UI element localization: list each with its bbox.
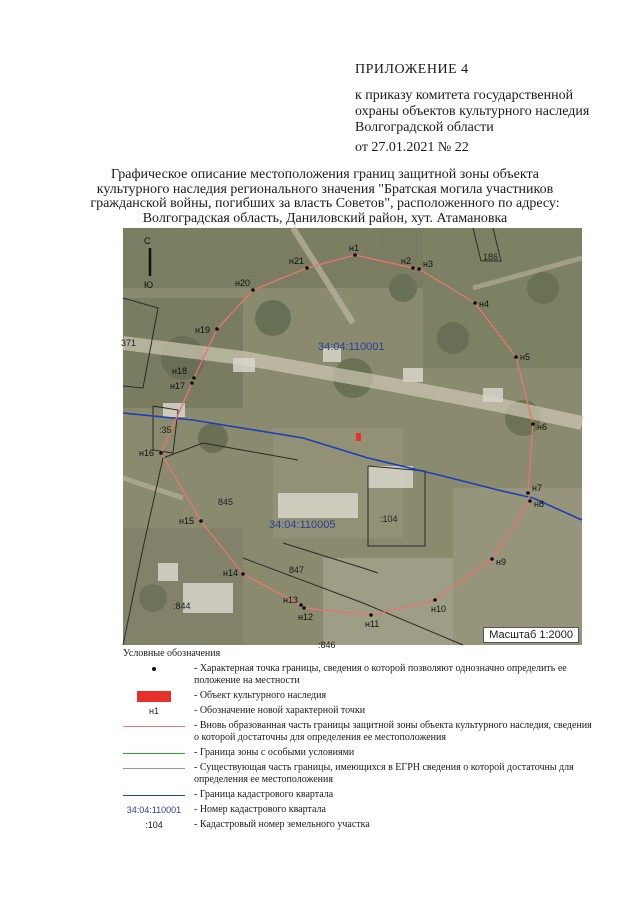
boundary-point-н4[interactable] bbox=[473, 301, 477, 305]
boundary-point-н21[interactable] bbox=[305, 266, 309, 270]
boundary-point-label: н8 bbox=[534, 499, 544, 509]
order-date: от 27.01.2021 № 22 bbox=[355, 140, 469, 155]
boundary-point-label: н15 bbox=[179, 516, 194, 526]
boundary-point-label: н14 bbox=[223, 568, 238, 578]
legend-item bbox=[123, 747, 593, 759]
boundary-point-label: н16 bbox=[139, 448, 154, 458]
legend-item bbox=[123, 690, 593, 702]
boundary-point-н18[interactable] bbox=[192, 376, 196, 380]
boundary-point-н3[interactable] bbox=[417, 267, 421, 271]
boundary-point-н14[interactable] bbox=[241, 572, 245, 576]
boundary-point-н1[interactable] bbox=[353, 253, 357, 257]
legend-text: - Граница зоны с особыми условиями bbox=[194, 747, 355, 758]
parcel-label: 371 bbox=[121, 338, 137, 348]
parcel-label: :104 bbox=[380, 514, 398, 524]
legend-item bbox=[123, 789, 593, 801]
document-title: Графическое описание местоположения границ защитной зоны объекта культурного наследия регионального значения "Братская могила участников гражданской войны, погибших за власть Советов", расположенного по адресу: Волгоградская область, Даниловский район, хут. Атамановка bbox=[90, 167, 560, 226]
special-zone-line-icon bbox=[123, 747, 185, 759]
map-canvas bbox=[121, 228, 582, 650]
boundary-point-label: н18 bbox=[172, 366, 187, 376]
parcel-label: 186 bbox=[483, 252, 499, 262]
boundary-point-label: н21 bbox=[289, 256, 304, 266]
boundary-point-label: н6 bbox=[537, 422, 547, 432]
parcel-label: :844 bbox=[173, 601, 191, 611]
legend-text: - Кадастровый номер земельного участка bbox=[194, 819, 370, 830]
boundary-point-label: н9 bbox=[496, 557, 506, 567]
cultural-heritage-object[interactable] bbox=[356, 433, 361, 441]
boundary-point-label: н10 bbox=[431, 604, 446, 614]
boundary-point-label: н11 bbox=[365, 619, 380, 629]
boundary-point-label: н13 bbox=[283, 595, 298, 605]
boundary-point-н7[interactable] bbox=[526, 491, 530, 495]
boundary-point-label: н12 bbox=[298, 612, 313, 622]
appendix-title: ПРИЛОЖЕНИЕ 4 bbox=[355, 62, 469, 77]
point-label-sample: н1 bbox=[149, 706, 159, 716]
legend-text: - Объект культурного наследия bbox=[194, 690, 327, 701]
legend-text: - Обозначение новой характерной точки bbox=[194, 705, 366, 716]
boundary-point-label: н20 bbox=[235, 278, 250, 288]
boundary-point-label: н7 bbox=[532, 483, 542, 493]
existing-line-icon bbox=[123, 762, 185, 774]
boundary-point-н6[interactable] bbox=[531, 422, 535, 426]
boundary-point-label: н19 bbox=[195, 325, 210, 335]
legend-item bbox=[123, 705, 593, 717]
boundary-point-н17[interactable] bbox=[190, 381, 194, 385]
boundary-point-label: н1 bbox=[349, 243, 359, 253]
legend-text: - Вновь образованная часть границы защитной зоны объекта культурного наследия, сведения о которой достаточны для определения ее местоположения bbox=[194, 720, 592, 743]
boundary-point-н15[interactable] bbox=[199, 519, 203, 523]
boundary-point-label: н2 bbox=[401, 256, 411, 266]
legend-item bbox=[123, 762, 593, 786]
parcel-number-sample: :104 bbox=[145, 820, 163, 830]
legend-item bbox=[123, 720, 593, 744]
boundary-point-icon bbox=[123, 663, 185, 675]
boundary-point-н12[interactable] bbox=[302, 606, 306, 610]
quarter-label-110005: 34:04:110005 bbox=[269, 519, 336, 531]
parcel-label: :846 bbox=[318, 640, 336, 650]
legend-item bbox=[123, 819, 593, 831]
boundary-point-label: н3 bbox=[423, 259, 433, 269]
legend-item bbox=[123, 663, 593, 687]
boundary-point-label: н4 bbox=[479, 299, 489, 309]
order-reference: к приказу комитета государственной охраны объектов культурного наследия Волгоградской области bbox=[355, 88, 590, 135]
parcel-label: :35 bbox=[159, 425, 172, 435]
compass-south: Ю bbox=[144, 280, 154, 290]
boundary-point-н9[interactable] bbox=[490, 557, 494, 561]
zone-line-icon bbox=[123, 720, 185, 732]
legend-text: - Существующая часть границы, имеющихся в ЕГРН сведения о которой достаточны для определения ее местоположения bbox=[194, 762, 574, 785]
parcel-label: 845 bbox=[218, 497, 234, 507]
quarter-label-110001: 34:04:110001 bbox=[318, 341, 385, 353]
boundary-point-н10[interactable] bbox=[433, 598, 437, 602]
map-legend bbox=[123, 648, 593, 834]
satellite-map[interactable] bbox=[121, 228, 582, 650]
boundary-point-н13[interactable] bbox=[299, 603, 303, 607]
boundary-point-н2[interactable] bbox=[411, 266, 415, 270]
heritage-object-icon bbox=[123, 690, 185, 702]
parcel-label: 847 bbox=[289, 565, 305, 575]
boundary-point-н11[interactable] bbox=[369, 613, 373, 617]
boundary-point-label: н5 bbox=[520, 352, 530, 362]
compass-north: С bbox=[144, 236, 151, 246]
boundary-point-н20[interactable] bbox=[251, 288, 255, 292]
legend-text: - Граница кадастрового квартала bbox=[194, 789, 334, 800]
boundary-point-н19[interactable] bbox=[215, 327, 219, 331]
quarter-line-icon bbox=[123, 789, 185, 801]
quarter-number-sample: 34:04:110001 bbox=[126, 805, 182, 815]
boundary-point-label: н17 bbox=[170, 381, 185, 391]
boundary-point-н16[interactable] bbox=[159, 451, 163, 455]
boundary-point-н8[interactable] bbox=[528, 499, 532, 503]
boundary-point-н5[interactable] bbox=[514, 355, 518, 359]
legend-title: Условные обозначения bbox=[123, 648, 221, 659]
legend-item bbox=[123, 804, 593, 816]
map-scale: Масштаб 1:2000 bbox=[483, 627, 579, 643]
legend-text: - Номер кадастрового квартала bbox=[194, 804, 326, 815]
legend-text: - Характерная точка границы, сведения о которой позволяют однозначно определить ее положение на местности bbox=[194, 663, 567, 686]
